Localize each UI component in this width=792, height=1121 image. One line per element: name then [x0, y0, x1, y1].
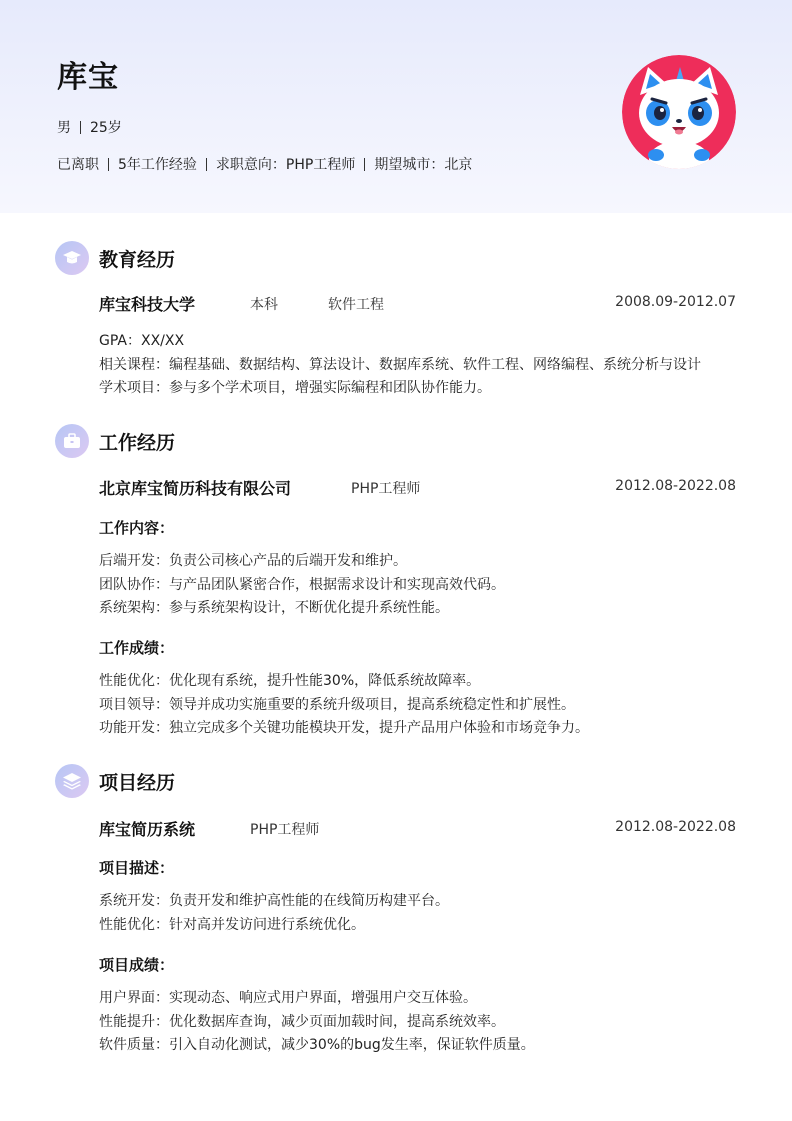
list-item: 用户界面：实现动态、响应式用户界面，增强用户交互体验。 — [99, 990, 477, 1006]
list-item: 性能提升：优化数据库查询，减少页面加载时间，提高系统效率。 — [99, 1013, 505, 1030]
project-results-list — [99, 987, 739, 1058]
divider — [206, 158, 207, 171]
education-section-header — [55, 241, 175, 275]
project-title: 项目经历 — [99, 771, 176, 794]
divider — [108, 158, 109, 171]
school-name: 库宝科技大学 — [99, 295, 196, 314]
project-entry — [99, 817, 736, 839]
work-content-list — [99, 550, 739, 621]
age: 25岁 — [90, 120, 122, 136]
list-item: 项目领导：领导并成功实施重要的系统升级项目，提高系统稳定性和扩展性。 — [99, 696, 575, 713]
list-item: 学术项目：参与多个学术项目，增强实际编程和团队协作能力。 — [99, 380, 491, 396]
major: 软件工程 — [328, 297, 384, 313]
project-role: PHP工程师 — [250, 822, 320, 838]
list-item: 相关课程：编程基础、数据结构、算法设计、数据库系统、软件工程、网络编程、系统分析与设计 — [99, 356, 701, 373]
divider — [80, 121, 81, 134]
project-desc-label: 项目描述： — [99, 859, 175, 877]
work-experience: 5年工作经验 — [118, 157, 197, 173]
list-item: 性能优化：优化现有系统，提升性能30%，降低系统故障率。 — [99, 673, 481, 689]
project-date: 2012.08-2022.08 — [615, 819, 736, 835]
education-date: 2008.09-2012.07 — [615, 294, 736, 310]
layers-icon — [55, 764, 89, 798]
graduation-cap-icon — [55, 241, 89, 275]
work-title: 工作经历 — [99, 431, 176, 454]
project-results-label: 项目成绩： — [99, 956, 175, 974]
divider — [364, 158, 365, 171]
list-item: 软件质量：引入自动化测试，减少30%的bug发生率，保证软件质量。 — [99, 1037, 535, 1053]
education-entry — [99, 292, 736, 314]
gender: 男 — [57, 120, 71, 136]
list-item: 性能优化：针对高并发访问进行系统优化。 — [99, 916, 365, 933]
job-intent: 求职意向：PHP工程师 — [215, 157, 356, 173]
list-item: 后端开发：负责公司核心产品的后端开发和维护。 — [99, 553, 407, 569]
work-date: 2012.08-2022.08 — [615, 478, 736, 494]
list-item: 功能开发：独立完成多个关键功能模块开发，提升产品用户体验和市场竞争力。 — [99, 720, 589, 736]
list-item: 系统开发：负责开发和维护高性能的在线简历构建平台。 — [99, 893, 449, 909]
education-title: 教育经历 — [99, 248, 176, 271]
job-role: PHP工程师 — [351, 481, 421, 497]
education-details — [99, 330, 739, 401]
project-section-header — [55, 764, 175, 798]
avatar — [622, 55, 736, 169]
project-desc-list — [99, 890, 739, 937]
job-info-row — [57, 154, 472, 174]
basic-info-row — [57, 117, 122, 137]
company-name: 北京库宝简历科技有限公司 — [99, 479, 292, 498]
expected-city: 期望城市：北京 — [374, 157, 473, 173]
work-content-label: 工作内容： — [99, 519, 175, 537]
mascot-cat-icon — [622, 55, 736, 169]
list-item: 系统架构：参与系统架构设计，不断优化提升系统性能。 — [99, 600, 449, 616]
list-item: GPA：XX/XX — [99, 333, 185, 349]
employment-status: 已离职 — [57, 157, 99, 173]
work-entry — [99, 476, 736, 498]
work-section-header — [55, 424, 175, 458]
candidate-name: 库宝 — [57, 60, 119, 95]
briefcase-icon — [55, 424, 89, 458]
work-results-label: 工作成绩： — [99, 639, 175, 657]
list-item: 团队协作：与产品团队紧密合作，根据需求设计和实现高效代码。 — [99, 576, 505, 593]
project-name: 库宝简历系统 — [99, 820, 196, 839]
work-results-list — [99, 670, 739, 741]
degree: 本科 — [250, 297, 278, 313]
